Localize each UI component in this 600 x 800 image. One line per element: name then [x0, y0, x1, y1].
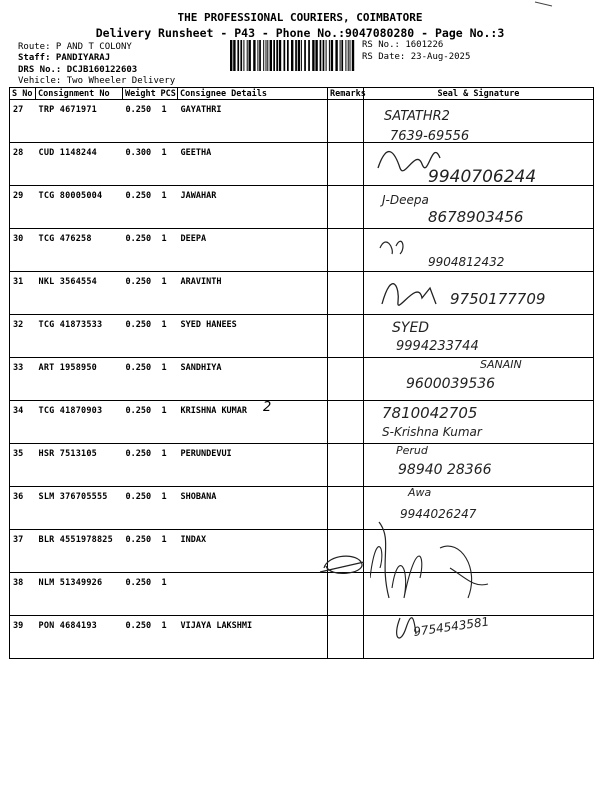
cell-pcs: 1: [159, 530, 178, 573]
cell-signature: [364, 229, 594, 272]
cell-pcs: 1: [159, 616, 178, 659]
cell-remarks: [328, 143, 364, 186]
runsheet-title: Delivery Runsheet - P43 - Phone No.:9047080280 - Page No.:3: [95, 26, 505, 40]
cell-signature: [364, 573, 594, 616]
handwriting-note: 9600039536: [406, 376, 496, 392]
cell-sno: 30: [10, 229, 36, 272]
table-row: [10, 573, 594, 616]
cell-sno: 34: [10, 401, 36, 444]
handwriting-note: 98940 28366: [398, 462, 492, 478]
cell-signature: [364, 100, 594, 143]
col-remarks: Remarks: [328, 88, 364, 100]
cell-weight: 0.250: [123, 272, 159, 315]
rs-number: RS No.: 1601226: [362, 40, 444, 50]
col-weight: Weight: [123, 88, 159, 100]
cell-sno: 27: [10, 100, 36, 143]
cell-sno: 29: [10, 186, 36, 229]
cell-consignee: KRISHNA KUMAR: [178, 401, 328, 444]
handwriting-note: 9904812432: [428, 255, 505, 269]
cell-sno: 33: [10, 358, 36, 401]
cell-signature: [364, 358, 594, 401]
pen-mark: [534, 0, 554, 8]
handwriting-note: 7810042705: [382, 404, 478, 422]
table-row: [10, 401, 594, 444]
cell-weight: 0.250: [123, 229, 159, 272]
cell-consignee: PERUNDEVUI: [178, 444, 328, 487]
cell-signature: [364, 272, 594, 315]
table-row: [10, 487, 594, 530]
route: Route: P AND T COLONY: [18, 42, 132, 52]
cell-weight: 0.250: [123, 573, 159, 616]
cell-remarks: [328, 616, 364, 659]
cell-pcs: 1: [159, 573, 178, 616]
cell-sno: 36: [10, 487, 36, 530]
cell-pcs: 1: [159, 401, 178, 444]
cell-consignment: SLM 376705555: [36, 487, 123, 530]
cell-consignment: BLR 4551978825: [36, 530, 123, 573]
col-signature: Seal & Signature: [364, 88, 594, 100]
cell-weight: 0.250: [123, 100, 159, 143]
cell-weight: 0.250: [123, 401, 159, 444]
cell-remarks: [328, 487, 364, 530]
cell-weight: 0.250: [123, 186, 159, 229]
cell-consignment: TCG 80005004: [36, 186, 123, 229]
table-row: [10, 358, 594, 401]
cell-consignment: NLM 51349926: [36, 573, 123, 616]
handwriting-note: 9754543581: [412, 614, 491, 639]
cell-signature: [364, 616, 594, 659]
cell-sno: 31: [10, 272, 36, 315]
barcode: [230, 40, 356, 71]
cell-consignee: SYED HANEES: [178, 315, 328, 358]
handwriting-note: 9944026247: [400, 507, 477, 521]
cell-signature: [364, 530, 594, 573]
table-row: [10, 444, 594, 487]
company-name: THE PROFESSIONAL COURIERS, COIMBATORE: [177, 11, 423, 24]
staff: Staff: PANDIYARAJ: [18, 53, 111, 63]
handwriting-note: Awa: [408, 486, 432, 499]
col-consignment: Consignment No: [36, 88, 123, 100]
cell-remarks: [328, 229, 364, 272]
cell-consignment: CUD 1148244: [36, 143, 123, 186]
cell-signature: [364, 186, 594, 229]
cell-weight: 0.300: [123, 143, 159, 186]
cell-weight: 0.250: [123, 315, 159, 358]
handwriting-note: 8678903456: [428, 208, 524, 226]
table-row: [10, 272, 594, 315]
handwriting-note: SATATHR2: [384, 109, 450, 124]
drs-number: DRS No.: DCJB160122603: [18, 65, 138, 75]
cell-remarks: [328, 444, 364, 487]
runsheet-table: [9, 87, 594, 659]
table-row: [10, 229, 594, 272]
rs-date: RS Date: 23-Aug-2025: [362, 52, 471, 62]
cell-signature: [364, 487, 594, 530]
cell-sno: 37: [10, 530, 36, 573]
cell-consignee: DEEPA: [178, 229, 328, 272]
table-row: [10, 100, 594, 143]
handwriting-note: 9994233744: [396, 339, 479, 354]
table-row: [10, 616, 594, 659]
cell-consignment: PON 4684193: [36, 616, 123, 659]
cell-pcs: 1: [159, 358, 178, 401]
cell-consignment: TCG 41873533: [36, 315, 123, 358]
cell-remarks: [328, 186, 364, 229]
cell-consignment: HSR 7513105: [36, 444, 123, 487]
cell-pcs: 1: [159, 487, 178, 530]
cell-pcs: 1: [159, 315, 178, 358]
cell-remarks: [328, 272, 364, 315]
cell-pcs: 1: [159, 229, 178, 272]
cell-consignee: INDAX: [178, 530, 328, 573]
cell-sno: 38: [10, 573, 36, 616]
col-sno: S No: [10, 88, 36, 100]
table-row: [10, 143, 594, 186]
cell-sno: 35: [10, 444, 36, 487]
cell-remarks: [328, 401, 364, 444]
cell-sno: 39: [10, 616, 36, 659]
cell-weight: 0.250: [123, 616, 159, 659]
table-row: [10, 315, 594, 358]
cell-pcs: 1: [159, 100, 178, 143]
handwritten-mark: [262, 398, 282, 414]
cell-consignee: JAWAHAR: [178, 186, 328, 229]
cell-weight: 0.250: [123, 487, 159, 530]
svg-text:2: 2: [263, 400, 272, 414]
cell-remarks: [328, 100, 364, 143]
cell-consignee: SHOBANA: [178, 487, 328, 530]
cell-pcs: 1: [159, 272, 178, 315]
cell-consignment: TCG 41870903: [36, 401, 123, 444]
col-pcs: PCS: [160, 88, 176, 99]
cell-remarks: [328, 358, 364, 401]
handwriting-note: 9940706244: [428, 167, 537, 187]
cell-pcs: 1: [159, 143, 178, 186]
handwriting-note: SANAIN: [480, 358, 522, 371]
cell-consignment: NKL 3564554: [36, 272, 123, 315]
table-row: [10, 186, 594, 229]
cell-sno: 32: [10, 315, 36, 358]
cell-consignment: TCG 476258: [36, 229, 123, 272]
handwriting-note: SYED: [392, 320, 430, 336]
cell-consignee: ARAVINTH: [178, 272, 328, 315]
handwriting-note: J-Deepa: [382, 193, 429, 207]
cell-weight: 0.250: [123, 530, 159, 573]
handwriting-note: S-Krishna Kumar: [382, 425, 482, 439]
pen-stroke: [375, 520, 395, 600]
cell-weight: 0.250: [123, 444, 159, 487]
handwriting-note: 9750177709: [450, 290, 546, 308]
cell-signature: [364, 315, 594, 358]
vehicle: Vehicle: Two Wheeler Delivery: [18, 76, 176, 86]
cell-consignee: GEETHA: [178, 143, 328, 186]
cell-pcs: 1: [159, 444, 178, 487]
cell-consignment: ART 1958950: [36, 358, 123, 401]
cell-signature: [364, 401, 594, 444]
handwriting-note: Perud: [396, 444, 428, 457]
handwriting-note: 7639-69556: [390, 129, 470, 144]
cell-signature: [364, 143, 594, 186]
cell-sno: 28: [10, 143, 36, 186]
col-consignee: Consignee Details: [178, 88, 328, 100]
cell-signature: [364, 444, 594, 487]
cell-consignee: SANDHIYA: [178, 358, 328, 401]
cell-remarks: [328, 315, 364, 358]
table-header: [10, 88, 594, 100]
cell-consignee: [178, 573, 328, 616]
cell-consignee: VIJAYA LAKSHMI: [178, 616, 328, 659]
cell-consignee: GAYATHRI: [178, 100, 328, 143]
table-row: [10, 530, 594, 573]
cell-weight: 0.250: [123, 358, 159, 401]
cell-consignment: TRP 4671971: [36, 100, 123, 143]
cell-pcs: 1: [159, 186, 178, 229]
pen-scribble: [318, 550, 368, 580]
